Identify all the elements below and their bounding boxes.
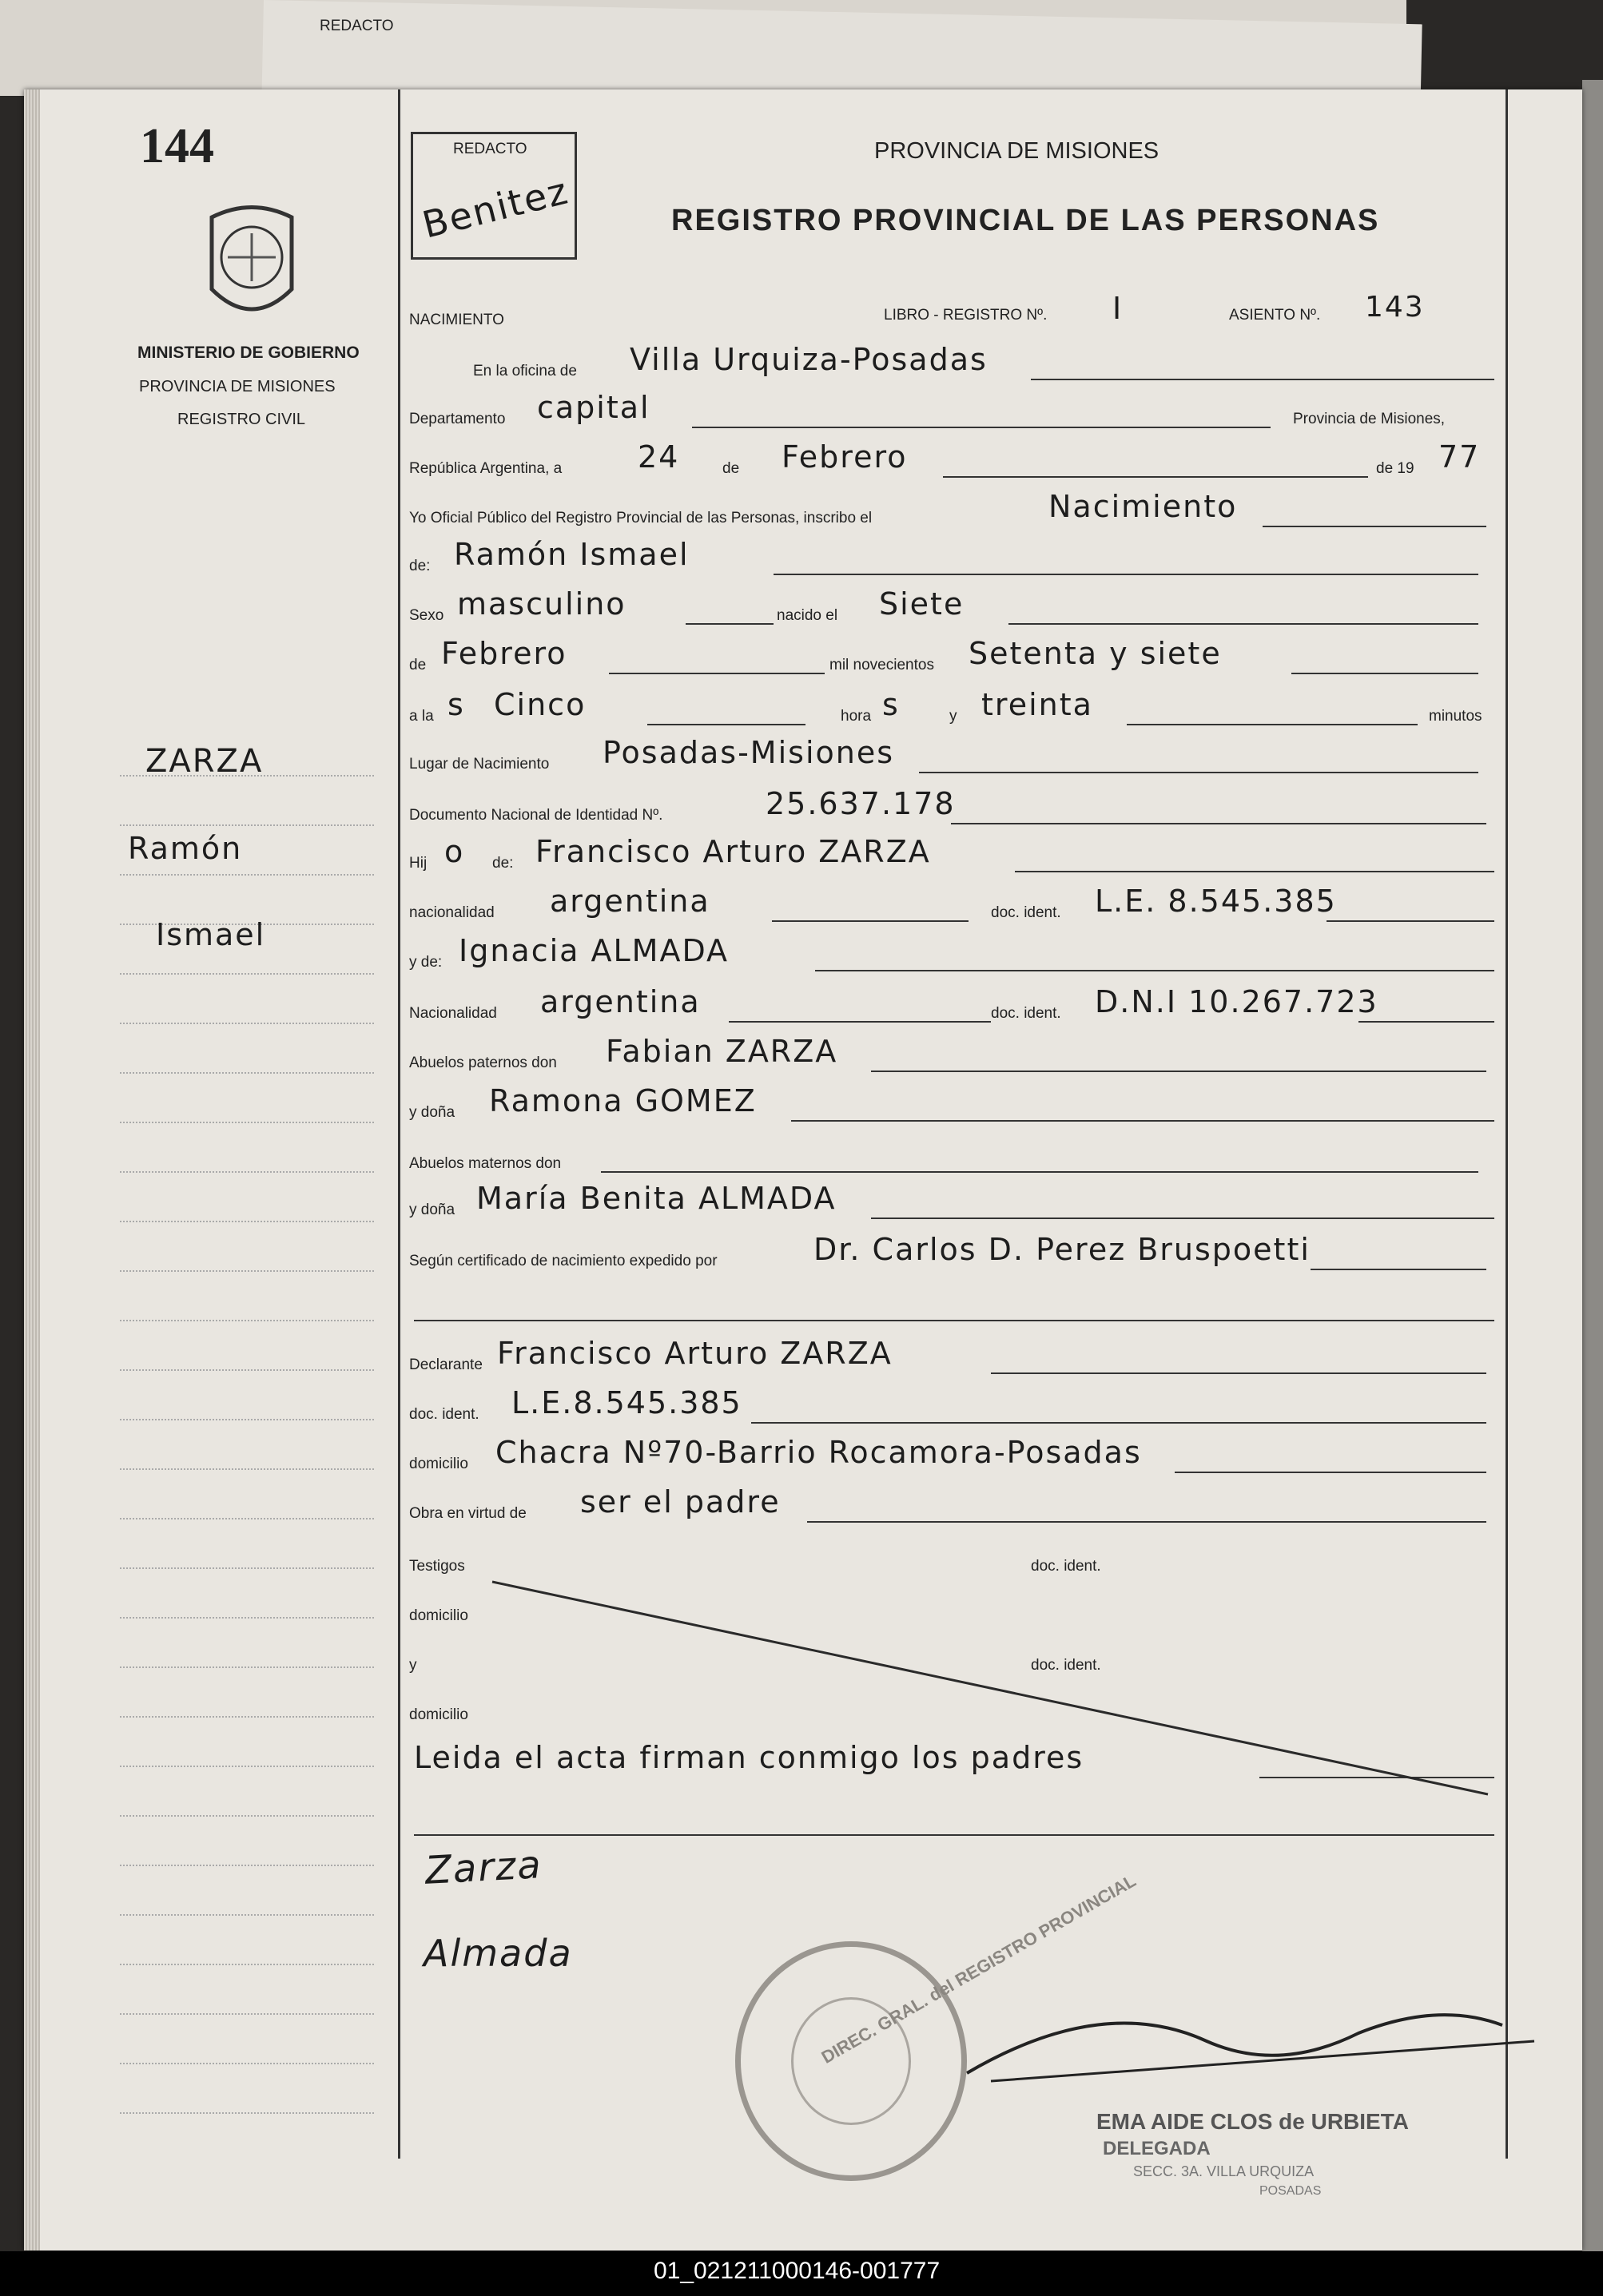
form-label-declarante-label: Declarante xyxy=(409,1357,483,1373)
form-label-lugar-label: Lugar de Nacimiento xyxy=(409,756,550,773)
form-fill-line xyxy=(609,673,825,674)
form-label-ydona2-label: y doña xyxy=(409,1202,455,1218)
form-label-y2-label: y xyxy=(409,1657,417,1674)
asiento-label: ASIENTO Nº. xyxy=(1229,307,1321,324)
form-label-y2-doc-label: doc. ident. xyxy=(1031,1657,1101,1674)
form-label-horas-label: hora xyxy=(841,708,872,725)
form-label-nacido-label: nacido el xyxy=(777,607,838,624)
form-label-dni-label: Documento Nacional de Identidad Nº. xyxy=(409,807,663,824)
margin-dotted-line xyxy=(120,1023,374,1024)
form-fill-line xyxy=(1263,526,1486,527)
margin-dotted-line xyxy=(120,1518,374,1519)
form-fill-line xyxy=(815,970,1494,971)
form-label-ydona1-label: y doña xyxy=(409,1104,455,1121)
form-fill-line xyxy=(1015,871,1494,872)
ministerio-label: MINISTERIO DE GOBIERNO xyxy=(137,344,360,362)
form-label-oficina-label: En la oficina de xyxy=(473,363,577,379)
form-fill-line xyxy=(414,1320,1494,1321)
stamp-city: POSADAS xyxy=(1259,2184,1322,2198)
page-edge xyxy=(24,89,40,2250)
form-value-cert-value: Dr. Carlos D. Perez Bruspoetti xyxy=(813,1232,1311,1267)
form-fill-line xyxy=(1291,673,1478,674)
form-fill-line xyxy=(943,476,1368,478)
form-label-de-mes-label: de xyxy=(409,657,427,673)
form-label-domicilio-label: domicilio xyxy=(409,1456,468,1472)
form-fill-line xyxy=(774,574,1478,575)
redactor-signature: Benitez xyxy=(418,169,574,247)
form-fill-line xyxy=(807,1521,1486,1523)
form-value-dni-value: 25.637.178 xyxy=(766,786,956,821)
form-label-doc1-label: doc. ident. xyxy=(991,904,1061,921)
form-label-hijo-label: Hij xyxy=(409,855,428,872)
form-value-oficial-value: Nacimiento xyxy=(1048,489,1238,524)
form-fill-line xyxy=(601,1171,1478,1173)
form-fill-line xyxy=(1008,623,1478,625)
form-value-sexo-value: masculino xyxy=(457,586,626,622)
stamp-official-role: DELEGADA xyxy=(1103,2138,1211,2159)
form-fill-line xyxy=(729,1021,991,1023)
form-value-departamento-value: capital xyxy=(537,390,650,425)
form-value-doc1-value: L.E. 8.545.385 xyxy=(1095,884,1337,919)
margin-dotted-line xyxy=(120,1666,374,1668)
margin-first-name: Ramón xyxy=(128,831,243,866)
margin-dotted-line xyxy=(120,973,374,975)
margin-dotted-line xyxy=(120,2013,374,2015)
margin-dotted-line xyxy=(120,1468,374,1470)
form-fill-line xyxy=(951,823,1486,824)
form-fill-line xyxy=(871,1071,1486,1072)
form-value-horas-value: Cinco xyxy=(494,687,587,722)
form-value-hijo-suffix: o xyxy=(444,834,465,869)
form-label-de-name-label: de: xyxy=(409,558,431,574)
libro-label: LIBRO - REGISTRO Nº. xyxy=(884,307,1048,324)
form-value-ydona1-value: Ramona GOMEZ xyxy=(489,1083,757,1118)
margin-dotted-line xyxy=(120,1815,374,1817)
form-label-republica-label: República Argentina, a xyxy=(409,460,563,477)
form-label-obra-label: Obra en virtud de xyxy=(409,1505,527,1522)
form-value-obra-value: ser el padre xyxy=(580,1484,781,1519)
form-value-lugar-value: Posadas-Misiones xyxy=(603,735,895,770)
redactor-box xyxy=(411,132,577,260)
form-value-horas-suffix: s xyxy=(882,687,900,722)
form-value-nac-mes-value: Febrero xyxy=(441,636,567,671)
form-fill-line xyxy=(1358,1021,1494,1023)
form-value-docdecl-value: L.E.8.545.385 xyxy=(511,1385,742,1420)
asiento-value: 143 xyxy=(1365,291,1425,324)
margin-dotted-line xyxy=(120,1567,374,1569)
strike-through-line xyxy=(479,1566,1502,1805)
signature-father: Zarza xyxy=(424,1842,544,1893)
form-fill-line xyxy=(692,427,1271,428)
header-provincia: PROVINCIA DE MISIONES xyxy=(874,138,1159,164)
form-label-yde-label: y de: xyxy=(409,954,443,971)
form-fill-line xyxy=(647,724,805,725)
form-value-minutos-value: treinta xyxy=(981,687,1093,722)
margin-rule xyxy=(398,89,400,2159)
form-fill-line xyxy=(751,1422,1486,1424)
form-value-nac1-value: argentina xyxy=(550,884,710,919)
form-label-nac1-label: nacionalidad xyxy=(409,904,495,921)
form-fill-line xyxy=(1311,1269,1486,1270)
form-label-hijo-de-label: de: xyxy=(492,855,514,872)
margin-dotted-line xyxy=(120,1865,374,1866)
form-label-departamento-label: Departamento xyxy=(409,411,506,427)
margin-dotted-line xyxy=(120,1171,374,1173)
margin-dotted-line xyxy=(120,1419,374,1420)
form-value-abp-value: Fabian ZARZA xyxy=(606,1034,838,1069)
margin-dotted-line xyxy=(120,824,374,826)
form-fill-line xyxy=(1327,920,1494,922)
header-registro: REGISTRO PROVINCIAL DE LAS PERSONAS xyxy=(671,204,1380,237)
form-fill-line xyxy=(414,1834,1494,1836)
stamp-section: SECC. 3A. VILLA URQUIZA xyxy=(1133,2163,1315,2179)
form-label-de-label: de xyxy=(722,460,740,477)
margin-dotted-line xyxy=(120,1964,374,1965)
form-label-dom1-label: domicilio xyxy=(409,1607,468,1624)
libro-value: I xyxy=(1112,291,1124,326)
form-label-testigos-label: Testigos xyxy=(409,1558,465,1575)
form-label-alas-label: a la xyxy=(409,708,434,725)
margin-dotted-line xyxy=(120,1914,374,1916)
margin-surname: ZARZA xyxy=(145,743,264,780)
form-value-nac2-value: argentina xyxy=(540,984,701,1019)
form-fill-line xyxy=(1031,379,1494,380)
stamp-official-name: EMA AIDE CLOS de URBIETA xyxy=(1096,2109,1409,2134)
form-label-mil-label: mil novecientos xyxy=(829,657,934,673)
form-value-padre-value: Francisco Arturo ZARZA xyxy=(535,834,931,869)
form-label-sexo-label: Sexo xyxy=(409,607,444,624)
margin-dotted-line xyxy=(120,1072,374,1074)
form-fill-line xyxy=(1175,1472,1486,1473)
form-fill-line xyxy=(772,920,969,922)
form-label-minutos-label: minutos xyxy=(1429,708,1482,725)
form-value-name-value: Ramón Ismael xyxy=(454,537,690,572)
margin-dotted-line xyxy=(120,1766,374,1767)
footer-image-id: 01_021211000146-001777 xyxy=(654,2258,941,2284)
form-fill-line xyxy=(1127,724,1418,725)
form-label-abp-label: Abuelos paternos don xyxy=(409,1055,557,1071)
form-value-ydona2-value: María Benita ALMADA xyxy=(476,1181,837,1216)
margin-dotted-line xyxy=(120,1716,374,1718)
page-number: 144 xyxy=(140,119,214,173)
form-value-doc2-value: D.N.I 10.267.723 xyxy=(1095,984,1378,1019)
form-value-leida-value: Leida el acta firman conmigo los padres xyxy=(414,1740,1084,1775)
form-label-nac2-label: Nacionalidad xyxy=(409,1005,497,1022)
form-fill-line xyxy=(791,1120,1494,1122)
margin-dotted-line xyxy=(120,1320,374,1321)
margin-dotted-line xyxy=(120,1221,374,1222)
margin-dotted-line xyxy=(120,1270,374,1272)
redactor-label: REDACTO xyxy=(453,141,527,157)
form-value-nacido-value: Siete xyxy=(879,586,965,622)
form-fill-line xyxy=(919,772,1478,773)
signature-mother: Almada xyxy=(424,1932,573,1975)
margin-dotted-line xyxy=(120,874,374,876)
form-label-doc2-label: doc. ident. xyxy=(991,1005,1061,1022)
form-fill-line xyxy=(871,1218,1494,1219)
provincia-label: PROVINCIA DE MISIONES xyxy=(139,378,336,395)
form-value-alas-suffix: s xyxy=(447,687,465,722)
form-label-abm-label: Abuelos maternos don xyxy=(409,1155,562,1172)
margin-dotted-line xyxy=(120,2063,374,2064)
form-label-testigos-doc-label: doc. ident. xyxy=(1031,1558,1101,1575)
form-value-dia-value: 24 xyxy=(638,439,680,475)
provincial-emblem-icon xyxy=(196,201,308,329)
form-label-cert-label: Según certificado de nacimiento expedido por xyxy=(409,1253,718,1269)
form-label-dom2-label: domicilio xyxy=(409,1706,468,1723)
right-rule xyxy=(1506,89,1508,2159)
form-value-oficina-value: Villa Urquiza-Posadas xyxy=(630,342,988,377)
right-page-edge xyxy=(1582,80,1603,2253)
form-value-year-value: 77 xyxy=(1438,439,1481,475)
official-signature xyxy=(943,1985,1550,2097)
background-redacto-label: REDACTO xyxy=(320,18,394,34)
seal-text: DIREC. GRAL. del REGISTRO PROVINCIAL xyxy=(817,1870,1140,2068)
form-value-domicilio-value: Chacra Nº70-Barrio Rocamora-Posadas xyxy=(495,1435,1142,1470)
form-value-declarante-value: Francisco Arturo ZARZA xyxy=(497,1336,893,1371)
form-label-docdecl-label: doc. ident. xyxy=(409,1406,479,1423)
form-label-provincia-label: Provincia de Misiones, xyxy=(1293,411,1446,427)
act-type-label: NACIMIENTO xyxy=(409,312,504,328)
margin-dotted-line xyxy=(120,1122,374,1123)
form-value-mil-value: Setenta y siete xyxy=(969,636,1222,671)
form-label-oficial-label: Yo Oficial Público del Registro Provincial de las Personas, inscribo el xyxy=(409,510,873,526)
margin-dotted-line xyxy=(120,2112,374,2114)
form-value-madre-value: Ignacia ALMADA xyxy=(459,933,730,968)
margin-dotted-line xyxy=(120,1617,374,1619)
form-value-mes-value: Febrero xyxy=(782,439,908,475)
registro-civil-label: REGISTRO CIVIL xyxy=(177,411,306,428)
margin-second-name: Ismael xyxy=(156,917,266,952)
margin-dotted-line xyxy=(120,1369,374,1371)
form-label-y-label: y xyxy=(949,708,957,725)
form-fill-line xyxy=(686,623,774,625)
form-label-de-year-label: de 19 xyxy=(1376,460,1414,477)
form-fill-line xyxy=(991,1372,1486,1374)
footer-bar xyxy=(0,2251,1603,2296)
